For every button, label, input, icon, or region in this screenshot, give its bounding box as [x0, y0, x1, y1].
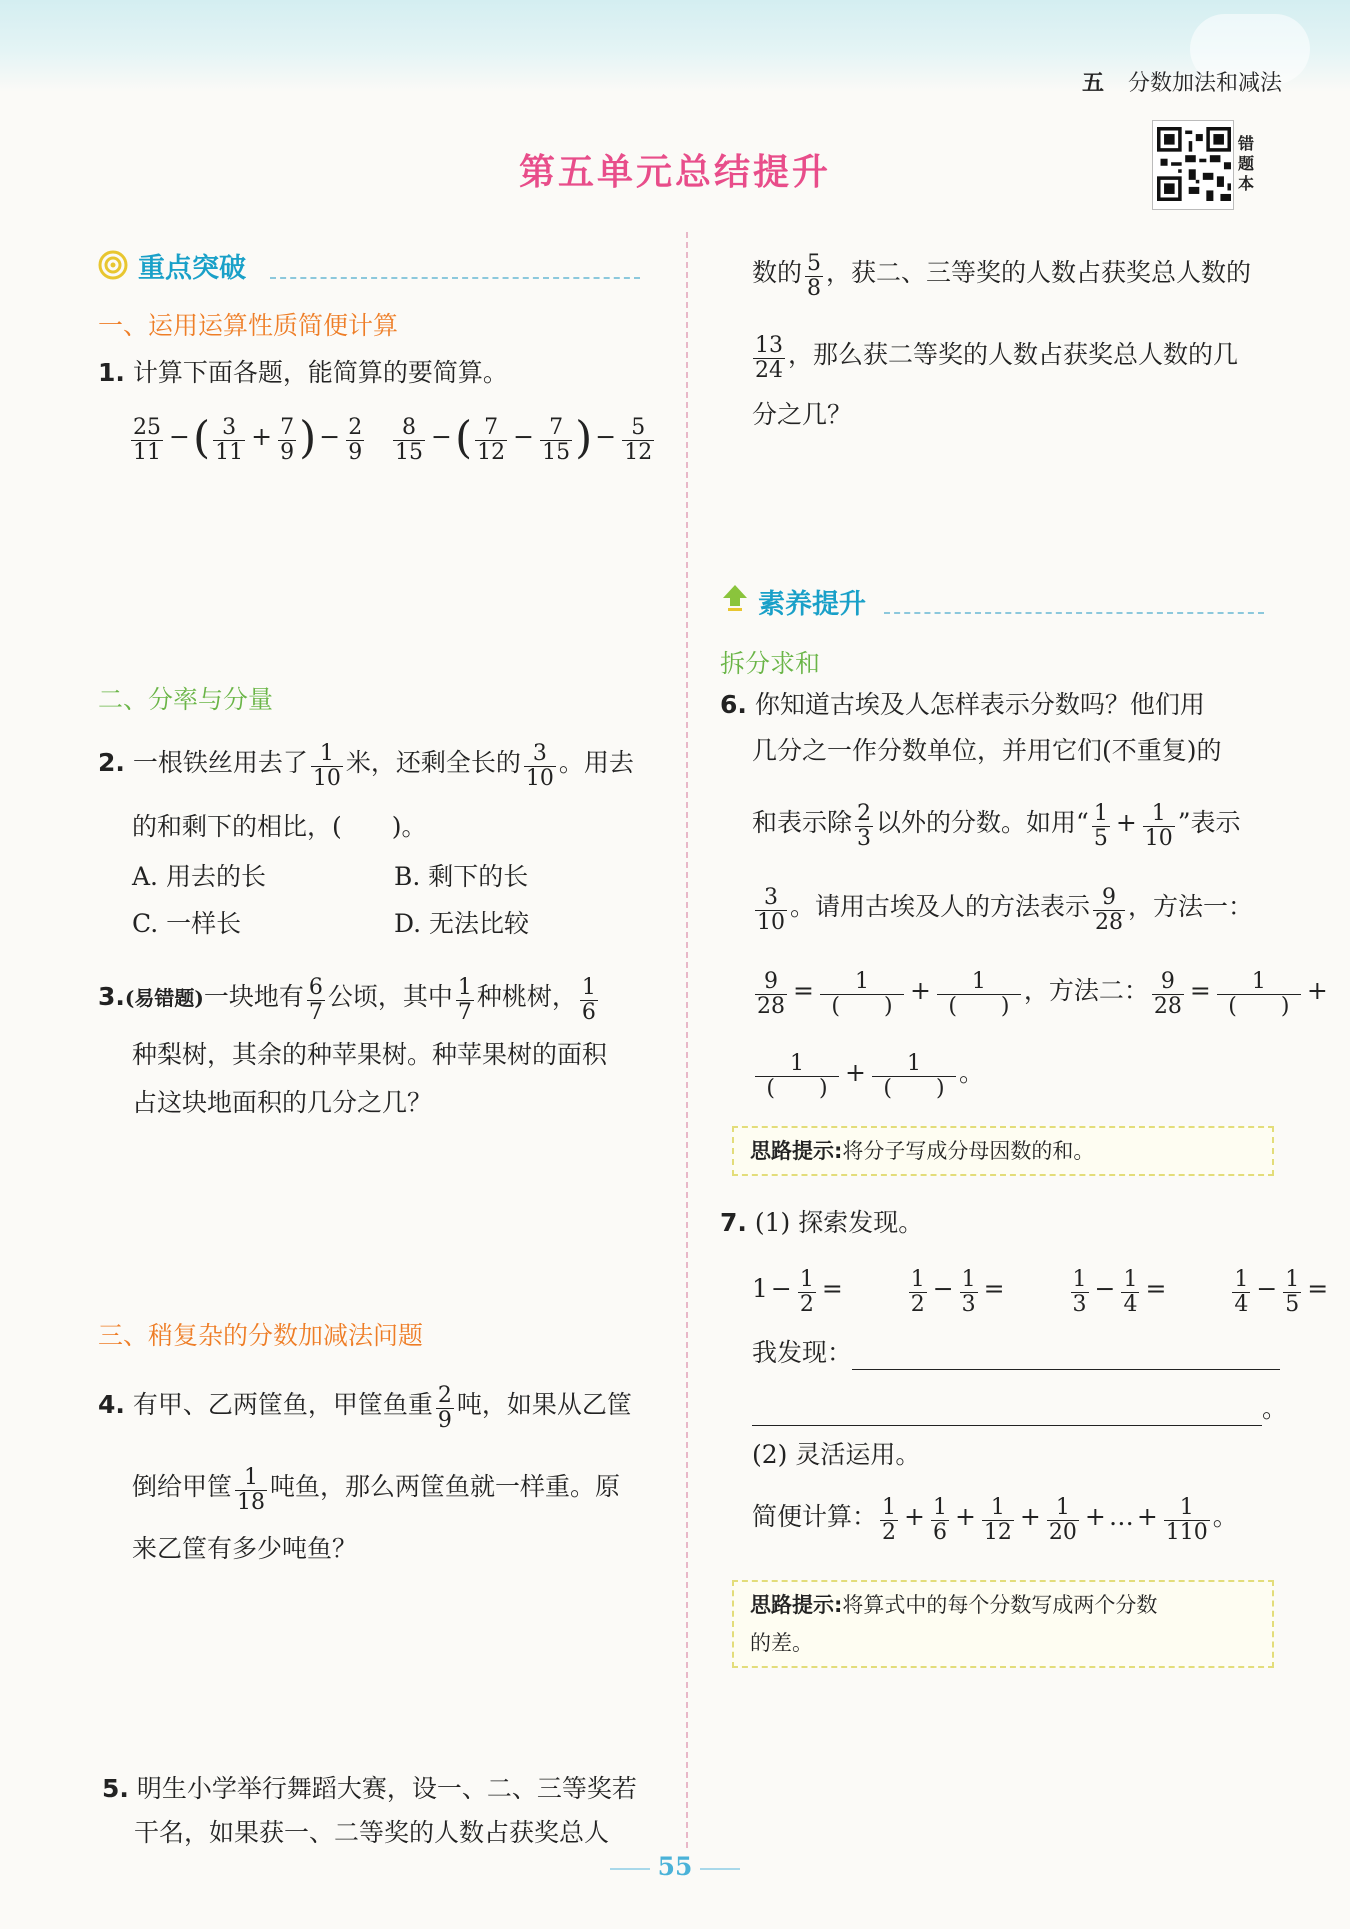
- fraction: $\frac{9}{28}$: [1095, 885, 1124, 935]
- q6-text: ”表示: [1177, 808, 1241, 837]
- q4-text: 倒给甲筐: [132, 1472, 233, 1501]
- q6-method-line: $\frac{9}{28}$ = 1 ( ) + 1 ( ) ，方法二： $\frac{9}{28}$ = 1 ( ) +: [757, 969, 1328, 1019]
- q2-option-a[interactable]: A. 用去的长: [132, 862, 266, 891]
- q2-option-d[interactable]: D. 无法比较: [394, 909, 530, 938]
- fraction: $\frac{2}{9}$: [437, 1383, 452, 1433]
- q4-text-line2: [132, 1464, 620, 1513]
- q2-text: 。用去: [558, 748, 634, 777]
- unit-number: 五: [1081, 71, 1104, 96]
- q5-text-line4: [750, 332, 1238, 381]
- fraction: $\frac{6}{7}$: [308, 975, 323, 1025]
- answer-line[interactable]: [752, 1397, 1262, 1426]
- page-number-value: 55: [657, 1852, 693, 1881]
- hint-label: 思路提示:: [750, 1593, 843, 1617]
- q6-text: ，方法二：: [1023, 976, 1149, 1005]
- section-focus: 重点突破: [138, 253, 246, 284]
- q7-found-line2: 。: [752, 1392, 1287, 1426]
- q7-expr-4: $\frac{1}{4}$ − $\frac{1}{5}$ =: [1234, 1267, 1329, 1317]
- fraction: $\frac{1}{2}$: [799, 1267, 814, 1317]
- section-underline: [884, 612, 1264, 614]
- q4-text: 吨鱼，那么两筐鱼就一样重。原: [270, 1472, 621, 1501]
- question-3: [98, 974, 601, 1023]
- question-5: [102, 1772, 637, 1806]
- fraction: $\frac{1}{4}$: [1234, 1267, 1249, 1317]
- fraction: $\frac{3}{10}$: [757, 885, 785, 935]
- q7-expr-2: $\frac{1}{2}$ − $\frac{1}{3}$ =: [910, 1267, 1005, 1317]
- hint-text: 将算式中的每个分数写成两个分数: [842, 1593, 1158, 1617]
- fraction: $\frac{9}{28}$: [757, 969, 785, 1019]
- q6-text: 。: [958, 1058, 984, 1087]
- q3-text-line3: 占这块地面积的几分之几？: [132, 1088, 433, 1117]
- question-4: [98, 1382, 632, 1431]
- question-stem: 计算下面各题，能简算的要简算。: [132, 358, 508, 387]
- q5-text-line2: 干名，如果获一、二等奖的人数占获奖总人: [134, 1818, 610, 1847]
- fraction: $\frac{2}{9}$: [348, 415, 363, 465]
- answer-blank-fraction[interactable]: 1 ( ): [937, 970, 1021, 1019]
- fraction: $\frac{8}{15}$: [395, 415, 423, 465]
- fraction: $\frac{1}{7}$: [457, 975, 472, 1025]
- q7-expr-3: $\frac{1}{3}$ − $\frac{1}{4}$ =: [1072, 1267, 1167, 1317]
- q1-expression-2: $\frac{8}{15}$ −( $\frac{7}{12}$ − $\frac{7}{15}$ ) − $\frac{5}{12}$: [395, 412, 653, 465]
- fraction: $\frac{2}{3}$: [857, 801, 872, 851]
- target-icon: [98, 250, 128, 280]
- q2-text-line2: 的和剩下的相比，( )。: [132, 812, 427, 841]
- q3-text: 种桃树，: [476, 982, 577, 1011]
- question-number: 3.: [98, 982, 125, 1011]
- section-underline: [270, 277, 640, 279]
- ellipsis: …: [1108, 1502, 1134, 1531]
- question-7: [720, 1206, 923, 1240]
- qr-label-char: 本: [1238, 174, 1255, 193]
- q5-text: ，那么获二等奖的人数占获奖总人数的几: [788, 340, 1239, 369]
- q5-text: 明生小学举行舞蹈大赛，设一、二、三等奖若: [136, 1774, 637, 1803]
- fraction: $\frac{5}{8}$: [807, 251, 822, 301]
- fraction: $\frac{1}{6}$: [581, 975, 596, 1025]
- q6-text-line3: 和表示除 $\frac{2}{3}$ 以外的分数。如用“ $\frac{1}{5}$ + $\frac{1}{10}$ ”表示: [752, 801, 1241, 851]
- q7-part-2: (2) 灵活运用。: [752, 1440, 921, 1469]
- fraction: $\frac{13}{24}$: [755, 333, 783, 383]
- arrow-up-icon: [722, 584, 748, 614]
- qr-label-char: 题: [1238, 154, 1255, 173]
- fraction: $\frac{9}{28}$: [1153, 969, 1182, 1019]
- q6-text: 和表示除: [752, 808, 853, 837]
- hint-text: 的差。: [750, 1631, 813, 1655]
- section-literacy: 素养提升: [758, 589, 866, 620]
- q6-method-line2: 1 ( ) + 1 ( ) 。: [752, 1050, 984, 1099]
- q6-text: ，方法一：: [1128, 892, 1254, 921]
- fraction: $\frac{25}{11}$: [133, 415, 161, 465]
- subsection-3: 三、稍复杂的分数加减法问题: [98, 1321, 424, 1350]
- fraction: $\frac{1}{3}$: [961, 1267, 976, 1317]
- qr-label: [1238, 134, 1260, 194]
- question-number: 7.: [720, 1208, 747, 1237]
- q6-text: 。请用古埃及人的方法表示: [790, 892, 1091, 921]
- question-6: [720, 688, 1205, 722]
- q7-calc-label: 简便计算：: [752, 1502, 878, 1531]
- fraction: $\frac{3}{10}$: [525, 741, 554, 791]
- q5-text: ，获二、三等奖的人数占获奖总人数的: [826, 258, 1252, 287]
- fraction: $\frac{5}{12}$: [624, 415, 653, 465]
- hint-text: 将分子写成分母因数的和。: [842, 1139, 1095, 1163]
- fraction: $\frac{1}{5}$: [1093, 801, 1108, 851]
- q2-option-c[interactable]: C. 一样长: [132, 909, 242, 938]
- q6-text-line2: 几分之一作分数单位，并用它们(不重复)的: [752, 736, 1222, 765]
- fraction: $\frac{1}{10}$: [1144, 801, 1173, 851]
- question-number: 2.: [98, 748, 125, 777]
- question-number: 6.: [720, 690, 747, 719]
- q7-explore-line: [752, 1266, 1331, 1315]
- q5-text: 数的: [752, 258, 803, 287]
- fraction: $\frac{1}{20}$: [1048, 1495, 1077, 1545]
- question-1: [98, 356, 508, 390]
- q6-text-line4: [752, 884, 1253, 933]
- fraction: $\frac{7}{12}$: [477, 415, 506, 465]
- fraction: $\frac{1}{5}$: [1285, 1267, 1300, 1317]
- question-number: 4.: [98, 1390, 125, 1419]
- running-header: [1082, 66, 1282, 97]
- q7-calc-line: 简便计算： $\frac{1}{2}$ + $\frac{1}{6}$ + $\frac{1}{12}$ + $\frac{1}{20}$ + … + $\frac{1}{110}$ 。: [752, 1495, 1238, 1545]
- subsection-1: 一、运用运算性质简便计算: [98, 311, 399, 340]
- answer-blank-fraction[interactable]: 1 ( ): [872, 1052, 956, 1101]
- question-number: 5.: [102, 1774, 129, 1803]
- answer-line[interactable]: [852, 1341, 1280, 1370]
- q6-text: 你知道古埃及人怎样表示分数吗？他们用: [754, 690, 1205, 719]
- q7-part-1: (1) 探索发现。: [754, 1208, 924, 1237]
- fraction: $\frac{1}{18}$: [237, 1465, 266, 1515]
- q3-text: 公顷，其中: [327, 982, 453, 1011]
- q4-text-line3: 来乙筐有多少吨鱼？: [132, 1534, 358, 1563]
- q7-found-label: 我发现：: [752, 1338, 853, 1367]
- q7-expr-1: 1 − $\frac{1}{2}$ =: [752, 1267, 843, 1317]
- q3-text-line2: 种梨树，其余的种苹果树。种苹果树的面积: [132, 1040, 608, 1069]
- subsection-2: 二、分率与分量: [98, 685, 274, 714]
- answer-blank-fraction[interactable]: 1 ( ): [820, 970, 904, 1019]
- q4-text: 吨，如果从乙筐: [456, 1390, 632, 1419]
- q6-text: 以外的分数。如用“: [876, 808, 1089, 837]
- answer-blank-fraction[interactable]: 1 ( ): [1217, 970, 1301, 1019]
- q2-option-b[interactable]: B. 剩下的长: [394, 862, 529, 891]
- unit-title: 分数加法和减法: [1127, 71, 1282, 96]
- q5-text-line5: 分之几？: [752, 400, 853, 429]
- fraction: $\frac{1}{110}$: [1165, 1495, 1208, 1545]
- fraction: $\frac{1}{2}$: [910, 1267, 925, 1317]
- fraction: $\frac{1}{3}$: [1072, 1267, 1087, 1317]
- q4-text: 有甲、乙两筐鱼，甲筐鱼重: [132, 1390, 433, 1419]
- q2-text: 米，还剩全长的: [345, 748, 521, 777]
- hint-label: 思路提示:: [750, 1139, 843, 1163]
- fraction: $\frac{1}{4}$: [1123, 1267, 1138, 1317]
- page-number: [0, 1852, 1350, 1881]
- qr-label-char: 错: [1238, 134, 1255, 153]
- fraction: $\frac{1}{6}$: [932, 1495, 947, 1545]
- page-title: 第五单元总结提升: [518, 152, 831, 193]
- qr-code-icon: [1157, 127, 1231, 201]
- subsection-4: 拆分求和: [720, 649, 821, 678]
- q1-expression-1: $\frac{25}{11}$ −( $\frac{3}{11}$ + $\frac{7}{9}$ ) − $\frac{2}{9}$: [133, 412, 363, 465]
- qr-code[interactable]: [1152, 120, 1234, 210]
- fraction: $\frac{1}{12}$: [983, 1495, 1012, 1545]
- error-prone-tag: (易错题): [124, 986, 204, 1010]
- q5-text-line3: [752, 250, 1251, 299]
- question-number: 1.: [98, 358, 125, 387]
- column-divider: [686, 232, 688, 1848]
- q7-found-line: [752, 1336, 1280, 1370]
- fraction: $\frac{1}{10}$: [312, 741, 341, 791]
- fraction: $\frac{7}{15}$: [542, 415, 571, 465]
- fraction: $\frac{7}{9}$: [280, 415, 295, 465]
- q3-text: 一块地有: [203, 982, 304, 1011]
- question-2: [98, 740, 634, 789]
- hint-box: [732, 1126, 1274, 1176]
- q2-text: 一根铁丝用去了: [132, 748, 308, 777]
- fraction: $\frac{1}{2}$: [882, 1495, 897, 1545]
- answer-blank-fraction[interactable]: 1 ( ): [755, 1052, 839, 1101]
- fraction: $\frac{3}{11}$: [215, 415, 244, 465]
- hint-box: [732, 1580, 1274, 1668]
